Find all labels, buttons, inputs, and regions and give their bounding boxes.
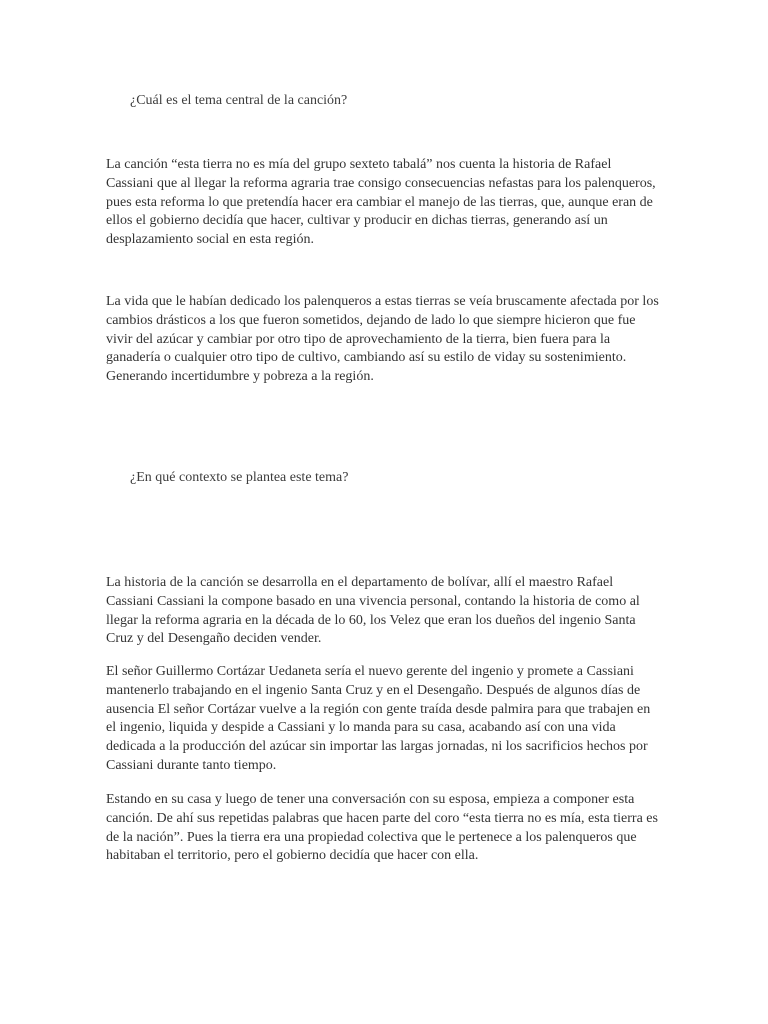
question-heading-1: ¿Cuál es el tema central de la canción?: [130, 93, 348, 108]
answer-paragraph-2: La vida que le habían dedicado los palenqueros a estas tierras se veía bruscamente afectada por los cambios drásticos a los que fueron sometidos, dejando de lado lo que siempre hicieron que fue vivir del azúcar y cambiar por otro tipo de aprovechamiento de la tierra, bien fuera para la ganadería o cualquier otro tipo de cultivo, cambiando así su estilo de viday su sostenimiento. Generando incertidumbre y pobreza a la región.: [106, 294, 659, 385]
answer-paragraph-1: La canción “esta tierra no es mía del grupo sexteto tabalá” nos cuenta la historia de Rafael Cassiani que al llegar la reforma agraria trae consigo consecuencias nefastas para los palenqueros, pues esta reforma lo que pretendía hacer era cambiar el manejo de las tierras, que, aunque eran de ellos el gobierno decidía que hacer, cultivar y producir en dichas tierras, generando así un desplazamiento social en esta región.: [106, 157, 656, 248]
question-heading-2: ¿En qué contexto se plantea este tema?: [130, 470, 349, 485]
context-paragraph-3: Estando en su casa y luego de tener una conversación con su esposa, empieza a componer esta canción. De ahí sus repetidas palabras que hacen parte del coro “esta tierra no es mía, esta tierra es de la nación”. Pues la tierra era una propiedad colectiva que le pertenece a los palenqueros que habitaban el territorio, pero el gobierno decidía que hacer con ella.: [106, 792, 658, 864]
context-paragraph-1: La historia de la canción se desarrolla en el departamento de bolívar, allí el maestro Rafael Cassiani Cassiani la compone basado en una vivencia personal, contando la historia de como al llegar la reforma agraria en la década de lo 60, los Velez que eran los dueños del ingenio Santa Cruz y del Desengaño deciden vender.: [106, 575, 640, 647]
context-paragraph-2: El señor Guillermo Cortázar Uedaneta sería el nuevo gerente del ingenio y promete a Cassiani mantenerlo trabajando en el ingenio Santa Cruz y en el Desengaño. Después de algunos días de ausencia El señor Cortázar vuelve a la región con gente traída desde palmira para que trabajen en el ingenio, liquida y despide a Cassiani y lo manda para su casa, acabando así con una vida dedicada a la producción del azúcar sin importar las largas jornadas, ni los sacrificios hechos por Cassiani durante tanto tiempo.: [106, 664, 651, 773]
